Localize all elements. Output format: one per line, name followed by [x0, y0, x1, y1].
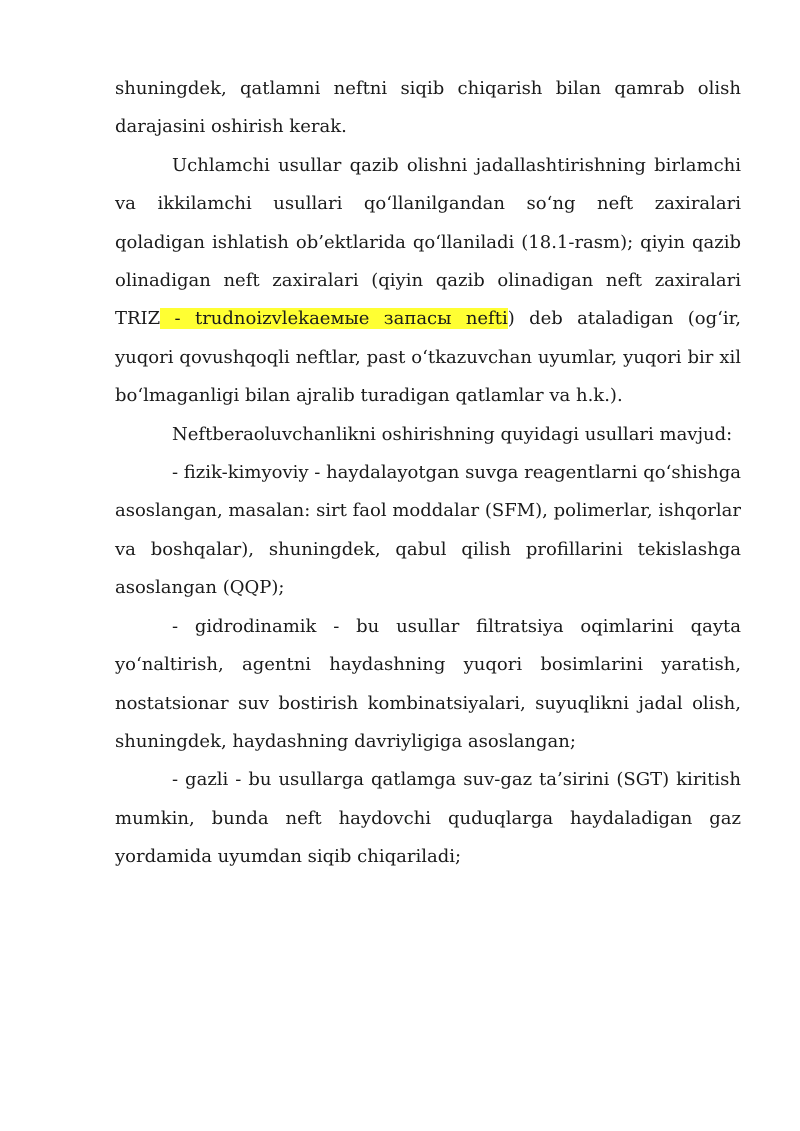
list-item-gas: - gazli - bu usullarga qatlamga suv-gaz ta’sirini (SGT) kiritish mumkin, bunda neft haydovchi quduqlarga haydaladigan gaz yordamida uyumdan siqib chiqariladi;	[115, 769, 741, 868]
list-item-physico-chemical: - fizik-kimyoviy - haydalayotgan suvga reagentlarni qo‘shishga asoslangan, masalan: sirt faol moddalar (SFM), polimerlar, ishqorlar va boshqalar), shuningdek, qabul qilish profillarini tekislashga asoslangan (QQP);	[115, 462, 742, 599]
highlighted-text: - trudnoizvlekaeмые запасы nefti	[160, 308, 508, 330]
list-item-hydrodynamic: - gidrodinamik - bu usullar filtratsiya oqimlarini qayta yo‘naltirish, agentni haydashning yuqori bosimlarini yaratish, nostatsionar suv bostirish kombinatsiyalari, suyuqlikni jadal olish, shuningdek, haydashning davriyligiga asoslangan;	[115, 615, 741, 752]
body-text	[115, 70, 741, 877]
paragraph-tertiary-methods	[115, 147, 741, 416]
paragraph-text: ) deb ataladigan (og‘ir, yuqori qovushqoqli neftlar, past o‘tkazuvchan uyumlar, yuqori bir xil bo‘lmaganligi bilan ajralib turadigan qatlamlar va h.k.).	[115, 308, 741, 407]
paragraph-methods-intro: Neftberaoluvchanlikni oshirishning quyidagi usullari mavjud:	[172, 423, 733, 445]
paragraph-continuation: shuningdek, qatlamni neftni siqib chiqarish bilan qamrab olish darajasini oshirish kerak.	[115, 78, 741, 138]
paragraph-text: Uchlamchi usullar qazib olishni jadallashtirishning birlamchi va ikkilamchi usullari qo‘llanilgandan so‘ng neft zaxiralari qoladigan ishlatish ob’ektlarida qo‘llaniladi (18.1-rasm); qiyin qazib olinadigan neft zaxiralari (qiyin qazib olinadigan neft zaxiralari TRIZ	[115, 154, 741, 330]
